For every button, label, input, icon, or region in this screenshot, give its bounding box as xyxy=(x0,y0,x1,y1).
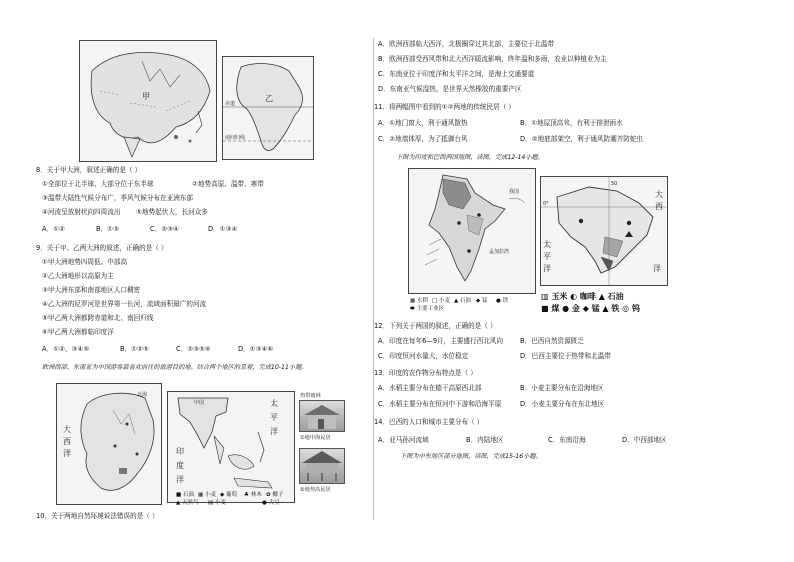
sea-indian-1: 印 xyxy=(176,447,184,456)
brazil-pacific-1: 太 xyxy=(543,240,551,249)
q9-option-c[interactable]: C．②③⑤⑥ xyxy=(176,345,211,353)
tropic-label: 南回归线 xyxy=(225,135,246,141)
india-map xyxy=(408,168,536,294)
india-legend-wheat: □ 小麦 xyxy=(432,298,450,304)
q11-option-b[interactable]: B．①地屋顶高耸，有利于排泄雨水 xyxy=(520,119,623,127)
photo-top-label: 热带雨林 xyxy=(300,393,321,399)
mediterranean-house-photo xyxy=(299,400,345,432)
brazil-longitude-label: 50 xyxy=(611,181,618,187)
q13-option-a[interactable]: A．水稻主要分布在德干高原西北部 xyxy=(378,384,482,392)
brazil-pacific-3: 洋 xyxy=(543,264,551,273)
q8-option-d[interactable]: D．①③④ xyxy=(208,225,238,233)
q14-option-b[interactable]: B．内陆地区 xyxy=(466,436,504,444)
legend-soybean: ● 大豆 xyxy=(262,500,280,506)
india-map-drawing xyxy=(409,169,535,293)
q14-option-a[interactable]: A．亚马孙河流域 xyxy=(378,436,429,444)
q9-option-d[interactable]: D．①③④⑥ xyxy=(238,345,274,353)
q9-item-2: ②乙大洲地形以高原为主 xyxy=(42,272,114,280)
q8-item-3: ③温带大陆性气候分布广，季风气候分布在亚洲东部 xyxy=(42,194,193,202)
india-bay-label: 孟加拉湾 xyxy=(489,249,510,255)
q10-option-c[interactable]: C．东南亚位于印度洋和太平洋之间，是海上交通要道 xyxy=(378,70,535,78)
india-legend-fe: ● 铁 xyxy=(496,298,509,304)
brazil-pacific-2: 平 xyxy=(543,252,551,261)
brazil-equator-label: 0° xyxy=(543,201,549,207)
brazil-atlantic-1: 大 xyxy=(655,190,663,199)
q9-item-1: ①甲大洲地势四周低、中部高 xyxy=(42,258,128,266)
africa-map xyxy=(222,56,314,160)
q8-option-b[interactable]: B．①③ xyxy=(96,225,119,233)
brazil-map xyxy=(540,176,668,286)
q12-14-intro: 下图为印度和巴西两国地图，读图，完成12-14小题。 xyxy=(396,154,544,161)
q9-item-6: ⑥甲乙两大洲都临印度洋 xyxy=(42,328,114,336)
q14-stem: 14．巴西的人口和城市主要分布（ ） xyxy=(374,418,484,426)
q12-option-c[interactable]: C．印度恒河水量大，水位稳定 xyxy=(378,352,469,360)
india-legend-rice: ▦ 水稻 xyxy=(410,298,428,304)
legend-coconut: ✿ 椰子 xyxy=(266,492,284,498)
sea-indian-2: 度 xyxy=(176,461,184,470)
brazil-legend-row2: ■ 煤 ● 金 ◆ 锰 ▲ 铁 ◎ 钨 xyxy=(541,304,640,313)
legend-oil: ■ 石油 xyxy=(176,492,194,498)
stilt-house-photo xyxy=(299,448,345,484)
sea-pacific-2: 平 xyxy=(270,413,278,422)
africa-map-drawing xyxy=(223,57,313,159)
q11-option-c[interactable]: C．②地墙体厚，为了抵御台风 xyxy=(378,135,468,143)
q8-stem: 8．关于甲大洲，叙述正确的是（ ） xyxy=(36,166,142,174)
q8-option-a[interactable]: A．①② xyxy=(42,225,65,233)
europe-atlantic-2: 西 xyxy=(63,437,71,446)
q10-option-b[interactable]: B．欧洲西部受西风带和北大西洋暖流影响，终年温和多雨，农业以种植业为主 xyxy=(378,55,607,63)
q10-11-intro: 欧洲西部、东南亚为中国游客最喜欢前往的旅游目的地。结合两个地区的景观，完成10-11小题。 xyxy=(42,364,308,371)
legend-gas: ▲ 天然气 xyxy=(176,500,199,506)
legend-wheat-2: ▤ 小麦 xyxy=(208,500,226,506)
q12-option-a[interactable]: A．印度在每年6—9月，主要盛行西北风向 xyxy=(378,337,503,345)
q10-option-a[interactable]: A．欧洲西部临大西洋，北极圈穿过其北部，主要位于北温带 xyxy=(378,40,554,48)
q10-option-d[interactable]: D．东南亚气候湿热，是世界天然橡胶的重要产区 xyxy=(378,85,522,93)
india-legend-mn: ◆ 锰 xyxy=(476,298,488,304)
brazil-map-drawing xyxy=(541,177,667,285)
q11-option-a[interactable]: A．①地门窗大，利于通风散热 xyxy=(378,119,468,127)
q15-16-intro: 下图为中东地区部分地图，读图，完成15-16小题。 xyxy=(400,453,542,460)
q8-item-1: ①全部位于北半球，大部分位于东半球 xyxy=(42,180,154,188)
photo-1-caption: ①地中海民居 xyxy=(300,435,331,441)
q11-option-d[interactable]: D．②地底部架空，利于通风防潮并防蛇虫 xyxy=(520,135,644,143)
africa-label: 乙 xyxy=(265,94,273,103)
q12-option-d[interactable]: D．巴西主要位于热带和北温带 xyxy=(520,352,611,360)
q9-stem: 9．关于甲、乙两大洲的叙述，正确的是（ ） xyxy=(36,244,168,252)
q14-option-d[interactable]: D．中西部地区 xyxy=(622,436,667,444)
q11-stem: 11．将两幅图中看到的①②两地的传统民居（ ） xyxy=(374,103,515,111)
legend-wheat: ▦ 小麦 xyxy=(198,492,216,498)
q9-option-b[interactable]: B．①②⑤ xyxy=(120,345,149,353)
legend-timber: ♣ 林木 xyxy=(244,492,262,498)
europe-north-sea: 北海 xyxy=(137,392,148,398)
q8-option-c[interactable]: C．②③④ xyxy=(150,225,179,233)
photo-2-caption: ②地势高民居 xyxy=(300,487,331,493)
q8-item-2: ②地势高原、温带、寒带 xyxy=(192,180,264,188)
southeast-asia-map-drawing xyxy=(168,392,294,502)
brazil-legend-row1: ▥ 玉米 ◐ 咖啡 ▲ 石油 xyxy=(541,292,624,301)
brazil-atlantic-2: 西 xyxy=(655,202,663,211)
q9-item-4: ④乙大洲的尼罗河是世界第一长河，流域面积最广的河流 xyxy=(42,300,207,308)
asia-map xyxy=(79,40,217,162)
q8-item-4: ④河流呈放射状向四周流出 xyxy=(42,208,121,216)
house-2-drawing xyxy=(300,449,344,483)
q9-item-5: ⑤甲乙两大洲都跨赤道和北、南回归线 xyxy=(42,314,154,322)
q13-option-d[interactable]: D．小麦主要分布在东北地区 xyxy=(520,400,605,408)
q9-option-a[interactable]: A．①②、③④⑤ xyxy=(42,345,90,353)
legend-grape: ◆ 葡萄 xyxy=(220,492,237,498)
europe-map-drawing xyxy=(57,384,161,504)
india-china-label: 我国 xyxy=(509,189,520,195)
q13-option-c[interactable]: C．水稻主要分布在恒河中下游和沿海平原 xyxy=(378,400,502,408)
q12-stem: 12．下列关于两国的叙述，正确的是（ ） xyxy=(374,322,497,330)
asia-label: 甲 xyxy=(142,92,150,101)
asia-map-drawing xyxy=(80,41,216,161)
sea-pacific-1: 太 xyxy=(270,399,278,408)
q10-stem: 10．关于两地自然环境说法错误的是（ ） xyxy=(36,512,159,520)
q14-option-c[interactable]: C．东南沿海 xyxy=(548,436,586,444)
equator-label: 赤道 xyxy=(225,101,236,107)
brazil-atlantic-3: 洋 xyxy=(653,264,661,273)
q12-option-b[interactable]: B．巴西自然资源匮乏 xyxy=(520,337,584,345)
q8-item-5: ⑤地势起伏大，长河众多 xyxy=(136,208,208,216)
q9-item-3: ③甲大洲东部和南部地区人口稠密 xyxy=(42,286,141,294)
southeast-asia-map xyxy=(167,391,295,503)
india-legend-industry: ⬬ 主要工业区 xyxy=(410,306,444,312)
q13-stem: 13．印度的农作物分布特点是（ ） xyxy=(374,369,477,377)
q13-option-b[interactable]: B．小麦主要分布在沿海地区 xyxy=(520,384,604,392)
sea-china-label: 中国 xyxy=(194,400,205,406)
europe-map xyxy=(56,383,162,505)
europe-atlantic-1: 大 xyxy=(63,425,71,434)
sea-indian-3: 洋 xyxy=(176,475,184,484)
house-1-drawing xyxy=(300,401,344,431)
europe-atlantic-3: 洋 xyxy=(63,449,71,458)
sea-pacific-3: 洋 xyxy=(270,427,278,436)
india-legend-oil: ▲ 石油 xyxy=(454,298,471,304)
